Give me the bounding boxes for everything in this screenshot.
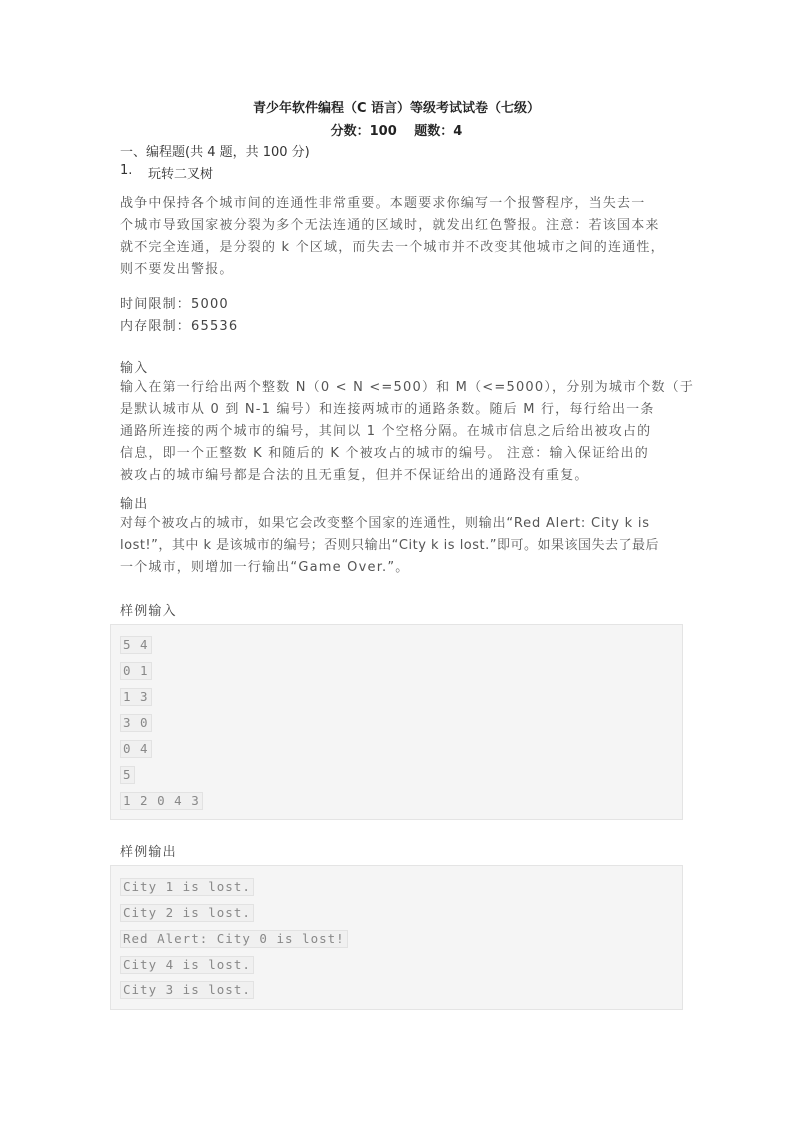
sample-input-line: 1 3 <box>120 688 152 706</box>
input-line: 输入在第一行给出两个整数 N（0 < N <=500）和 M（<=5000），分别为城市个数（于 <box>120 380 695 395</box>
description-line: 战争中保持各个城市间的连通性非常重要。本题要求你编写一个报警程序，当失去一 <box>120 196 646 211</box>
output-line: lost!”，其中 k 是该城市的编号；否则只输出“City k is lost.”即可。如果该国失去了最后 <box>120 538 660 553</box>
sample-output-line: Red Alert: City 0 is lost! <box>120 930 348 948</box>
description-line: 则不要发出警报。 <box>120 262 234 277</box>
sample-input-line: 0 1 <box>120 662 152 680</box>
description-line: 个城市导致国家被分裂为多个无法连通的区域时，就发出红色警报。注意：若该国本来 <box>120 218 660 233</box>
output-line: 一个城市，则增加一行输出“Game Over.”。 <box>120 560 410 575</box>
sample-output-line: City 1 is lost. <box>120 878 254 896</box>
input-line: 是默认城市从 0 到 N-1 编号）和连接两城市的通路条数。随后 M 行，每行给出一条 <box>120 402 655 417</box>
input-line: 通路所连接的两个城市的编号，其间以 1 个空格分隔。在城市信息之后给出被攻占的 <box>120 424 652 439</box>
input-heading: 输入 <box>120 361 149 376</box>
sample-input-line: 5 4 <box>120 636 152 654</box>
section-heading: 一、编程题(共 4 题，共 100 分) <box>120 145 310 160</box>
sample-output-line: City 4 is lost. <box>120 956 254 974</box>
page-title: 青少年软件编程（C 语言）等级考试试卷（七级） <box>252 101 541 116</box>
question-title: 玩转二叉树 <box>148 167 214 182</box>
input-description <box>120 377 695 487</box>
sample-input-box <box>110 624 683 820</box>
output-line: 对每个被攻占的城市，如果它会改变整个国家的连通性，则输出“Red Alert: City k is <box>120 516 650 531</box>
question-number: 1. <box>120 163 133 178</box>
memory-limit: 内存限制：65536 <box>120 319 239 334</box>
description-line: 就不完全连通，是分裂的 k 个区域，而失去一个城市并不改变其他城市之间的连通性， <box>120 240 665 255</box>
sample-output-line: City 3 is lost. <box>120 981 254 999</box>
score-line: 分数：100 题数：4 <box>330 124 463 139</box>
sample-output-line: City 2 is lost. <box>120 904 254 922</box>
sample-input-line: 0 4 <box>120 740 152 758</box>
sample-output-box <box>110 865 683 1010</box>
sample-input-line: 3 0 <box>120 714 152 732</box>
question-description <box>120 193 673 281</box>
input-line: 被攻占的城市编号都是合法的且无重复，但并不保证给出的通路没有重复。 <box>120 468 589 483</box>
sample-input-line: 1 2 0 4 3 <box>120 792 203 810</box>
sample-input-heading: 样例输入 <box>120 604 177 619</box>
input-line: 信息，即一个正整数 K 和随后的 K 个被攻占的城市的编号。 注意：输入保证给出的 <box>120 446 649 461</box>
output-description <box>120 513 673 579</box>
sample-output-heading: 样例输出 <box>120 845 177 860</box>
output-heading: 输出 <box>120 497 149 512</box>
sample-input-line: 5 <box>120 766 135 784</box>
time-limit: 时间限制：5000 <box>120 297 229 312</box>
